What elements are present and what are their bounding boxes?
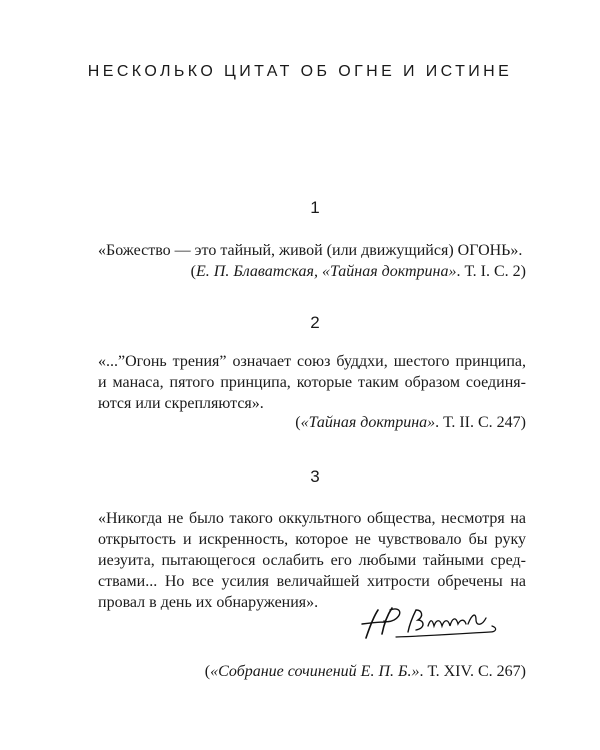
citation-2-source: «Тайная доктрина» [300,414,436,431]
citation-3-open: ( [204,663,211,680]
quote-2-line-1: «...”Огонь трения” означает союз буддхи, шестого принципа, [98,353,526,370]
quote-3-line-5: провал в день их обнаружения». [98,594,319,611]
quote-2-line-3: ются или скрепляются». [98,395,264,412]
signature-image [356,604,506,642]
quote-3 [98,508,526,613]
page-title: НЕСКОЛЬКО ЦИТАТ ОБ ОГНЕ И ИСТИНЕ [87,63,513,80]
quote-3-line-3: иезуита, пытающегося ослабить его любыми тайными сред- [98,552,526,569]
citation-1 [98,261,526,282]
citation-1-open: ( [190,263,196,280]
section-number-2: 2 [310,313,320,332]
citation-2-open: ( [295,414,301,431]
citation-1-source: Е. П. Блаватская, «Тайная доктрина» [195,263,457,280]
quote-1 [98,240,526,261]
quote-3-line-1: «Никогда не было такого оккультного общества, несмотря на [98,510,526,527]
quote-3-line-2: открытость и искренность, которое не чувствовало бы руку [98,531,526,548]
quote-1-line-1: «Божество — это тайный, живой (или движущийся) ОГОНЬ». [98,242,523,259]
section-number-1: 1 [310,198,320,217]
quote-2 [98,351,526,414]
citation-2 [98,412,526,433]
citation-3-source: «Собрание сочинений Е. П. Б.» [210,663,420,680]
quote-2-line-2: и манаса, пятого принципа, которые таким образом соединя- [98,374,526,391]
citation-3 [98,661,526,682]
quote-3-line-4: ствами... Но все усилия величайшей хитрости обречены на [98,573,526,590]
citation-2-ref: . Т. II. С. 247) [435,414,526,431]
section-number-3: 3 [310,467,320,486]
citation-3-ref: . Т. XIV. С. 267) [419,663,526,680]
citation-1-ref: . Т. I. С. 2) [456,263,526,280]
